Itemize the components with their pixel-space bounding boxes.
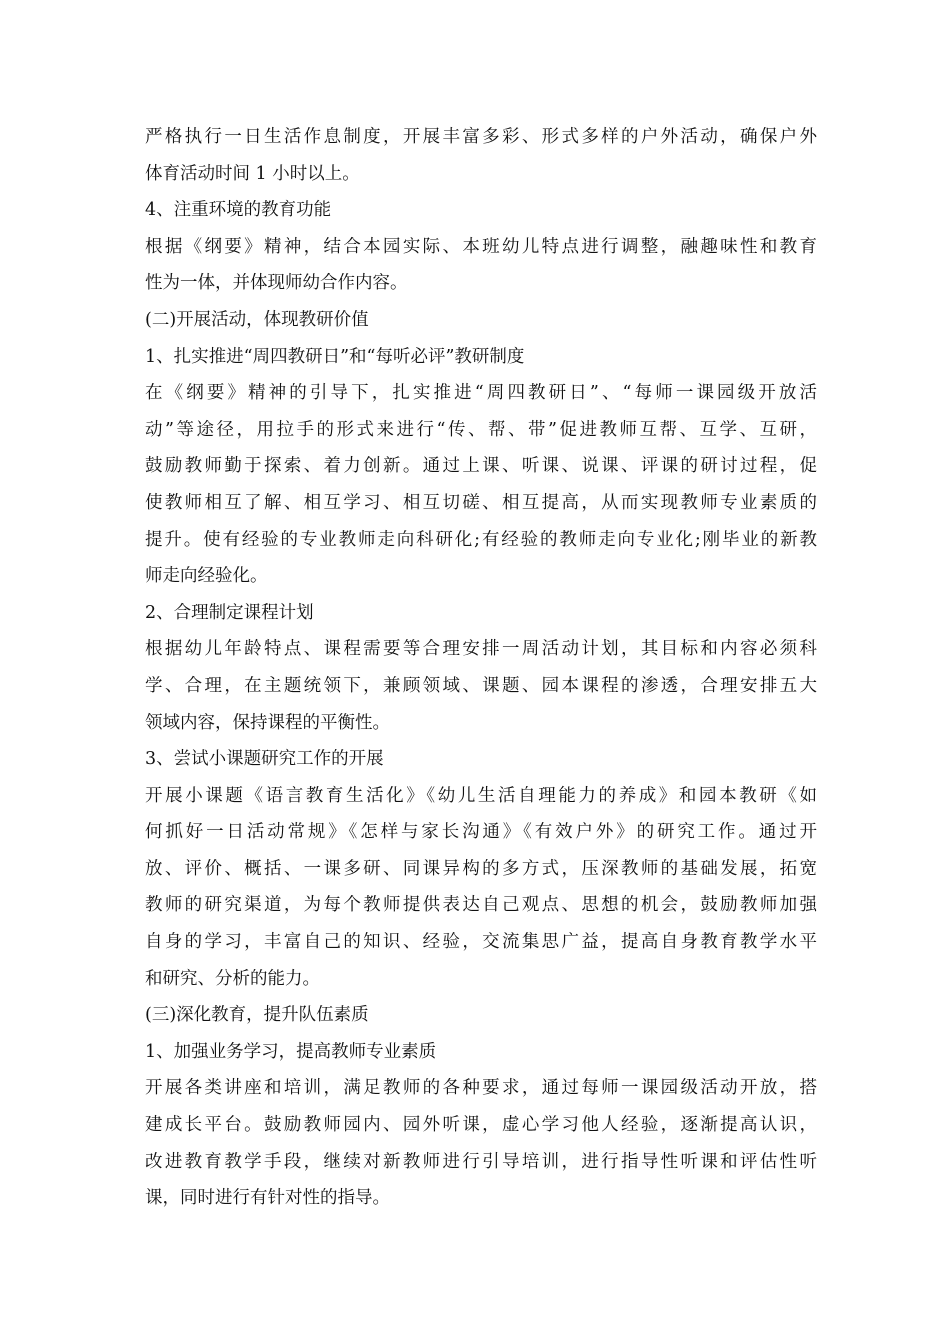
text-line: 动”等途径，用拉手的形式来进行“传、帮、带”促进教师互帮、互学、互研，: [145, 419, 817, 440]
text-line: 根据幼儿年龄特点、课程需要等合理安排一周活动计划，其目标和内容必须科: [145, 639, 817, 660]
document-body: [145, 119, 817, 1217]
text-line: 严格执行一日生活作息制度，开展丰富多彩、形式多样的户外活动，确保户外: [145, 127, 817, 147]
text-line: 建成长平台。鼓励教师园内、园外听课，虚心学习他人经验，逐渐提高认识，: [145, 1115, 817, 1136]
text-line: 教师的研究渠道，为每个教师提供表达自己观点、思想的机会，鼓励教师加强: [145, 895, 817, 916]
text-line: 课，同时进行有针对性的指导。: [145, 1188, 390, 1209]
text-line: 鼓励教师勤于探索、着力创新。通过上课、听课、说课、评课的研讨过程，促: [145, 456, 817, 477]
text-line: 自身的学习，丰富自己的知识、经验，交流集思广益，提高自身教育教学水平: [145, 932, 817, 953]
text-line: (二)开展活动，体现教研价值: [145, 309, 369, 330]
text-line: 1、加强业务学习，提高教师专业素质: [145, 1041, 437, 1062]
text-line: 和研究、分析的能力。: [145, 968, 320, 989]
text-line: 学、合理，在主题统领下，兼顾领域、课题、园本课程的渗透，合理安排五大: [145, 675, 817, 696]
text-line: 在《纲要》精神的引导下，扎实推进“周四教研日”、“每师一课园级开放活: [145, 383, 817, 404]
text-line: 2、合理制定课程计划: [145, 602, 314, 623]
text-line: 根据《纲要》精神，结合本园实际、本班幼儿特点进行调整，融趣味性和教育: [145, 236, 817, 257]
text-line: 3、尝试小课题研究工作的开展: [145, 749, 384, 770]
text-line: (三)深化教育，提升队伍素质: [145, 1005, 369, 1026]
text-line: 开展各类讲座和培训，满足教师的各种要求，通过每师一课园级活动开放，搭: [145, 1078, 817, 1099]
text-line: 师走向经验化。: [145, 566, 268, 587]
text-line: 体育活动时间 1 小时以上。: [145, 163, 360, 184]
text-line: 4、注重环境的教育功能: [145, 200, 332, 221]
text-line: 使教师相互了解、相互学习、相互切磋、相互提高，从而实现教师专业素质的: [145, 492, 817, 513]
text-line: 提升。使有经验的专业教师走向科研化;有经验的教师走向专业化;刚毕业的新教: [145, 529, 817, 550]
text-line: 领域内容，保持课程的平衡性。: [145, 712, 390, 733]
text-line: 开展小课题《语言教育生活化》《幼儿生活自理能力的养成》和园本教研《如: [145, 785, 817, 806]
text-line: 性为一体，并体现师幼合作内容。: [145, 273, 408, 294]
text-line: 何抓好一日活动常规》《怎样与家长沟通》《有效户外》的研究工作。通过开: [145, 822, 817, 843]
text-line: 改进教育教学手段，继续对新教师进行引导培训，进行指导性听课和评估性听: [145, 1151, 817, 1172]
text-line: 放、评价、概括、一课多研、同课异构的多方式，压深教师的基础发展，拓宽: [145, 858, 817, 879]
text-line: 1、扎实推进“周四教研日”和“每听必评”教研制度: [145, 346, 525, 367]
